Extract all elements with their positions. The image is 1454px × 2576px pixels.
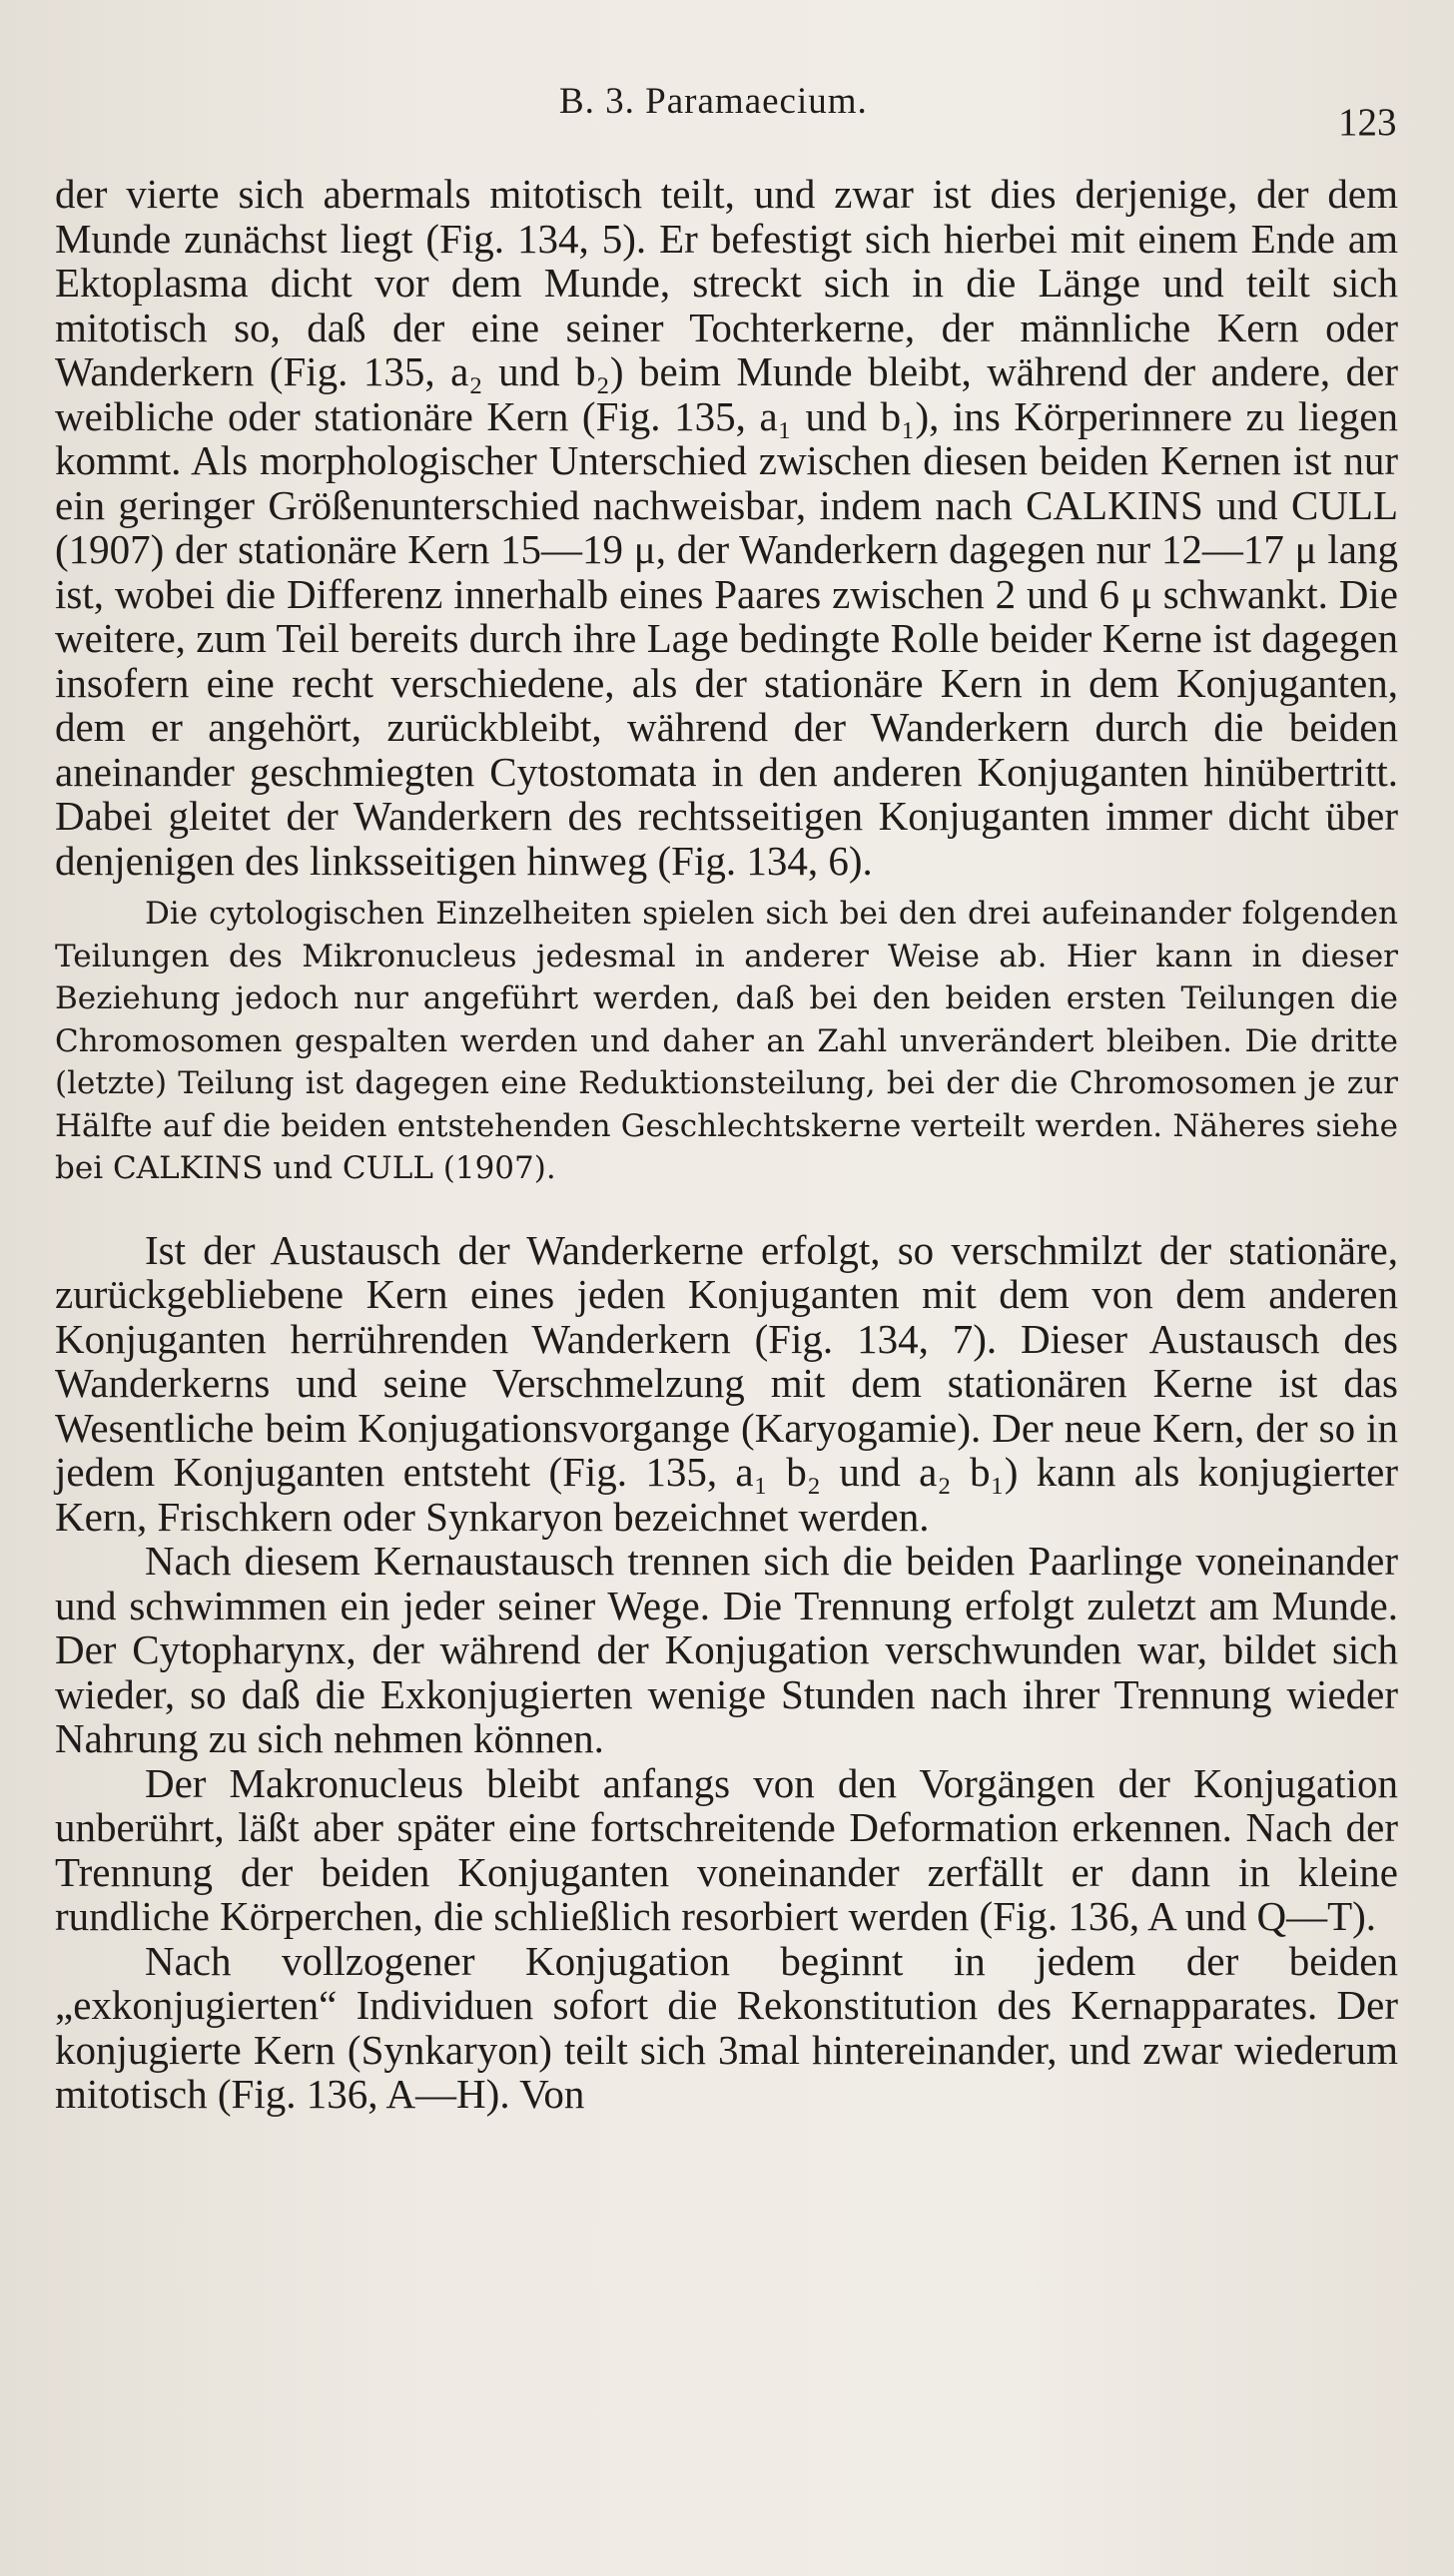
page-number: 123 [1338, 101, 1397, 144]
paragraph-karyogamie: Ist der Austausch der Wanderkerne erfolgt, so verschmilzt der stationäre, zurückgebliebene Kern eines jeden Konjuganten mit dem von dem anderen Konjuganten herrührenden Wanderkern (Fig. 134, 7). Dieser Austausch des Wanderkerns und seine Verschmelzung mit dem stationären Kerne ist das Wesentliche beim Konjugationsvorgange (Karyogamie). Der neue Kern, der so in jedem Konjuganten entsteht (Fig. 135, a₁ b₂ und a₂ b₁) kann als konjugierter Kern, Frischkern oder Synkaryon bezeichnet werden. [55, 1226, 1398, 1540]
paragraph-makronucleus: Der Makronucleus bleibt anfangs von den Vorgängen der Konjugation unberührt, läßt aber später eine fortschreitende Deformation erkennen. Nach der Trennung der beiden Konjuganten voneinander zerfällt er dann in kleine rundliche Körperchen, die schließlich resorbiert werden (Fig. 136, A und Q—T). [55, 1759, 1398, 1939]
paragraph-trennung: Nach diesem Kernaustausch trennen sich die beiden Paarlinge voneinander und schwimmen ein jeder seiner Wege. Die Trennung erfolgt zuletzt am Munde. Der Cytopharynx, der während der Konjugation verschwunden war, bildet sich wieder, so daß die Exkonjugierten wenige Stunden nach ihrer Trennung wieder Nahrung zu sich nehmen können. [55, 1538, 1398, 1761]
paragraph-wanderkern: der vierte sich abermals mitotisch teilt, und zwar ist dies derjenige, der dem Munde zunächst liegt (Fig. 134, 5). Er befestigt sich hierbei mit einem Ende am Ektoplasma dicht vor dem Munde, streckt sich in die Länge und teilt sich mitotisch so, daß der eine seiner Tochterkerne, der männliche Kern oder Wanderkern (Fig. 135, a₂ und b₂) beim Munde bleibt, während der andere, der weibliche oder stationäre Kern (Fig. 135, a₁ und b₁), ins Körperinnere zu liegen kommt. Als morphologischer Unterschied zwischen diesen beiden Kernen ist nur ein geringer Größenunterschied nachweisbar, indem nach CALKINS und CULL (1907) der stationäre Kern 15—19 μ, der Wanderkern dagegen nur 12—17 μ lang ist, wobei die Differenz innerhalb eines Paares zwischen 2 und 6 μ schwankt. Die weitere, zum Teil bereits durch ihre Lage bedingte Rolle beider Kerne ist dagegen insofern eine recht verschiedene, als der stationäre Kern in dem Konjuganten, dem er angehört, zurückbleibt, während der Wanderkern durch die beiden aneinander geschmiegten Cytostomata in den anderen Konjuganten hinübertritt. Dabei gleitet der Wanderkern des rechtsseitigen Konjuganten immer dicht über denjenigen des linksseitigen hinweg (Fig. 134, 6). [55, 171, 1398, 884]
page-header [0, 80, 1454, 150]
running-head: B. 3. Paramaecium. [559, 81, 868, 122]
page-body [55, 172, 1398, 2117]
paragraph-cytologische-details: Die cytologischen Einzelheiten spielen sich bei den drei aufeinander folgenden Teilungen des Mikronucleus jedesmal in anderer Weise ab. Hier kann in dieser Beziehung jedoch nur angeführt werden, daß bei den beiden ersten Teilungen die Chromosomen gespalten werden und daher an Zahl unverändert bleiben. Die dritte (letzte) Teilung ist dagegen eine Reduktionsteilung, bei der die Chromosomen je zur Hälfte auf die beiden entstehenden Geschlechtskerne verteilt werden. Näheres siehe bei CALKINS und CULL (1907). [55, 896, 1398, 1186]
paragraph-rekonstitution: Nach vollzogener Konjugation beginnt in jedem der beiden „exkonjugierten“ Individuen sofort die Rekonstitution des Kernapparates. Der konjugierte Kern (Synkaryon) teilt sich 3mal hintereinander, und zwar wiederum mitotisch (Fig. 136, A—H). Von [55, 1937, 1398, 2117]
